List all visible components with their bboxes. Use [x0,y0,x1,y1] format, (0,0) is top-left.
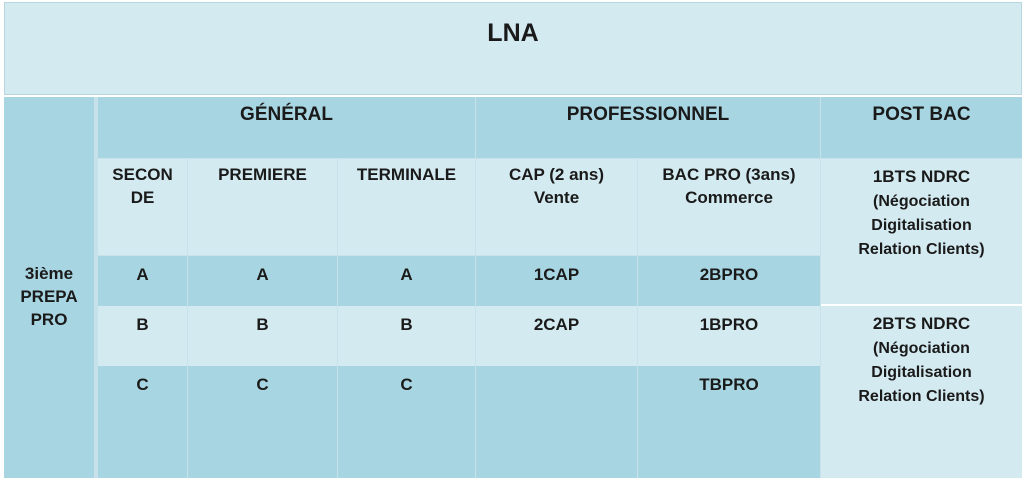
section-professionnel: PROFESSIONNEL [476,97,821,159]
table-cell: A [98,256,188,306]
table-cell: B [98,306,188,366]
table-cell: A [338,256,476,306]
prepa-line-1: 3ième [24,264,74,284]
bts-first-year: 1BTS NDRC (Négociation Digitalisation Relation Clients) [821,159,1022,306]
table-cell: C [188,366,338,478]
bts-second-year: 2BTS NDRC (Négociation Digitalisation Relation Clients) [821,306,1022,478]
table-cell: 2BPRO [638,256,821,306]
section-post-bac: POST BAC [821,97,1022,159]
prepa-line-3: PRO [30,309,68,329]
prepa-line-2: PREPA [20,287,78,307]
title-text: LNA [487,19,539,47]
table-cell: TBPRO [638,366,821,478]
col-premiere: PREMIERE [188,159,338,256]
prepa-pro-column [4,97,95,478]
table-cell: C [98,366,188,478]
col-seconde: SECON DE [98,159,188,256]
table-cell: B [188,306,338,366]
table-cell: 1CAP [476,256,638,306]
table-cell [476,366,638,478]
section-general: GÉNÉRAL [98,97,476,159]
table-cell: A [188,256,338,306]
table-cell: C [338,366,476,478]
col-cap: CAP (2 ans) Vente [476,159,638,256]
table-cell: 1BPRO [638,306,821,366]
table-cell: B [338,306,476,366]
col-terminale: TERMINALE [338,159,476,256]
col-bacpro: BAC PRO (3ans) Commerce [638,159,821,256]
table-cell: 2CAP [476,306,638,366]
table-title [4,2,1022,95]
